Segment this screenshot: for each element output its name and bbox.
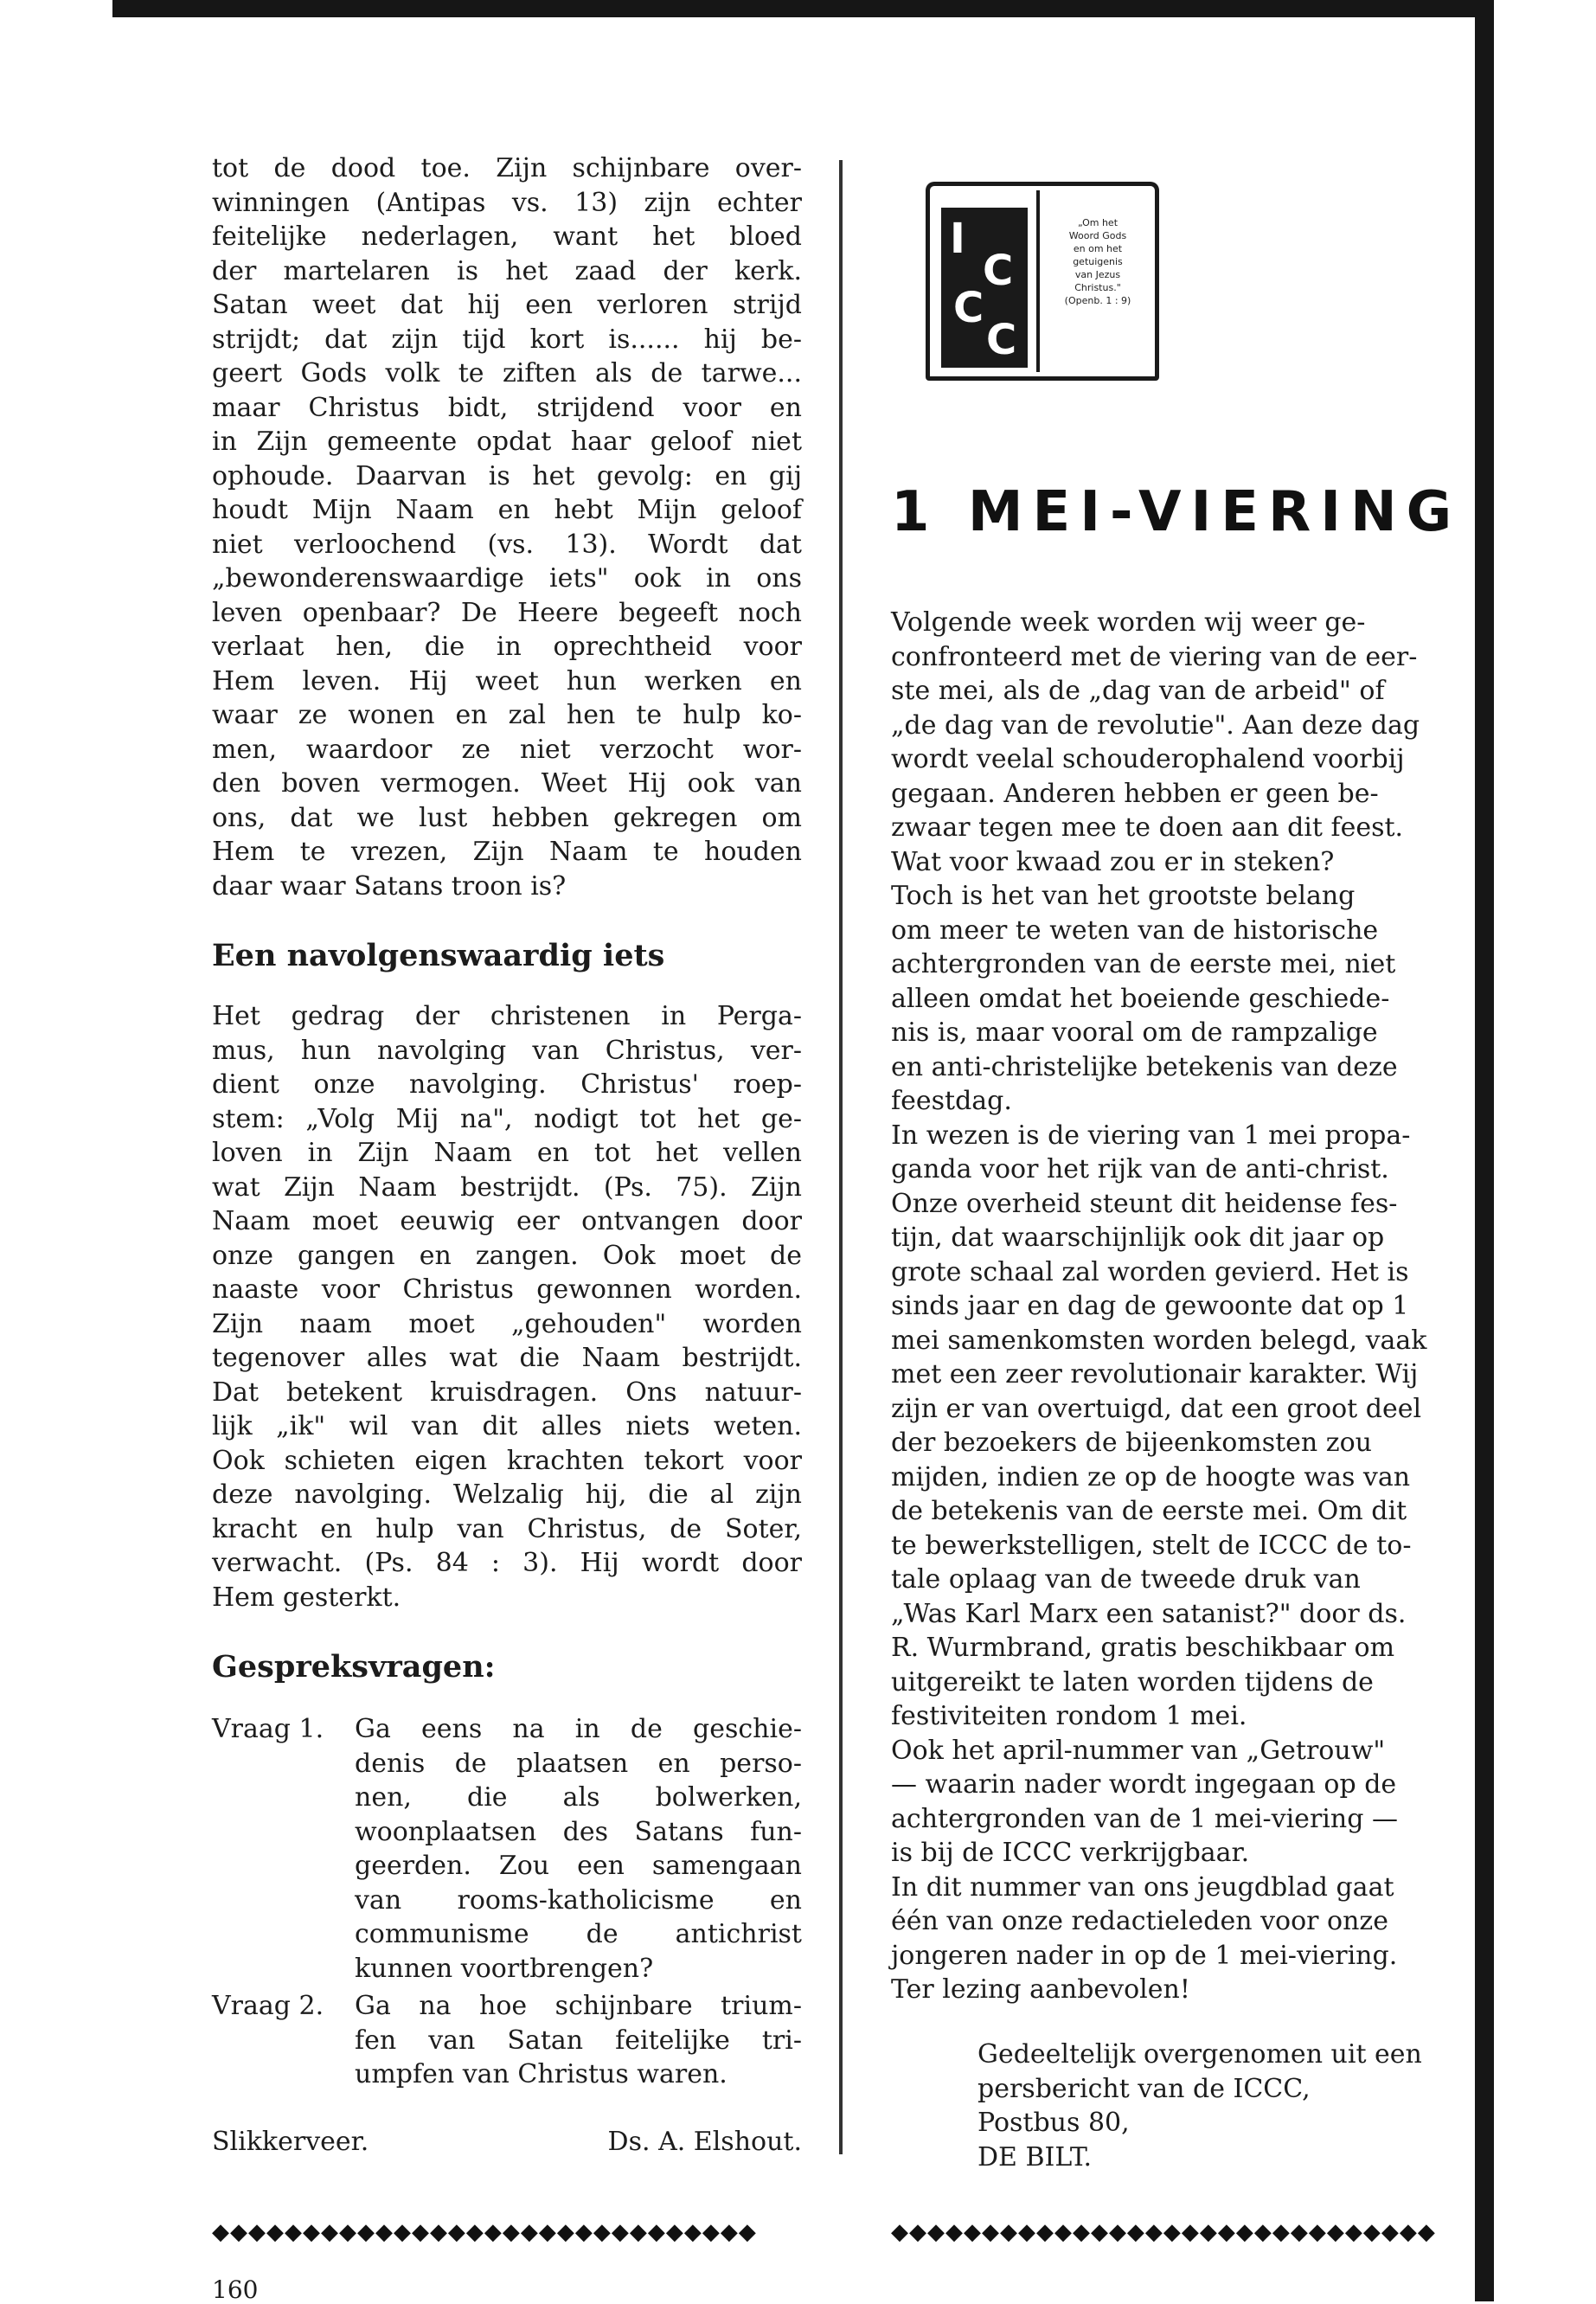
text-line: der martelaren is het zaad der kerk. — [212, 255, 802, 286]
text-line: achtergronden van de eerste mei, niet — [891, 949, 1396, 979]
text-line: DE BILT. — [977, 2141, 1092, 2172]
iccc-letters: I C C C — [941, 208, 1028, 368]
motto-line: getuigenis — [1073, 256, 1123, 267]
text-line: In wezen is de viering van 1 mei propa- — [891, 1120, 1411, 1151]
text-line: Satan weet dat hij een verloren strijd — [212, 290, 802, 320]
question-text — [355, 1712, 802, 1986]
text-line: tot de dood toe. Zijn schijnbare over- — [212, 153, 802, 183]
text-line: denis de plaatsen en perso- — [355, 1748, 802, 1779]
text-line: tale oplaag van de tweede druk van — [891, 1564, 1361, 1595]
text-line: mei samenkomsten worden belegd, vaak — [891, 1325, 1427, 1356]
text-line: houdt Mijn Naam en hebt Mijn geloof — [212, 495, 802, 525]
text-line: deze navolging. Welzalig hij, die al zijn — [212, 1479, 802, 1510]
text-line: geert Gods volk te ziften als de tarwe... — [212, 358, 802, 388]
signature-author: Ds. A. Elshout. — [607, 2126, 802, 2157]
text-line: Het gedrag der christenen in Perga- — [212, 1001, 802, 1031]
text-line: daar waar Satans troon is? — [212, 870, 567, 902]
text-line: kracht en hulp van Christus, de Soter, — [212, 1513, 802, 1544]
text-line: Onze overheid steunt dit heidense fes- — [891, 1188, 1398, 1219]
question-label: Vraag 2. — [212, 1991, 324, 2021]
text-line: alleen omdat het boeiende geschiede- — [891, 983, 1390, 1014]
iccc-logo — [926, 182, 1159, 381]
text-line: mijden, indien ze op de hoogte was van — [891, 1461, 1411, 1492]
text-line: feitelijke nederlagen, want het bloed — [212, 221, 802, 252]
text-line: persbericht van de ICCC, — [977, 2073, 1311, 2104]
navolgen-paragraph — [212, 999, 802, 1614]
motto-line: „Om het — [1077, 217, 1118, 228]
text-line: Toch is het van het grootste belang — [891, 881, 1356, 911]
text-line: mus, hun navolging van Christus, ver- — [212, 1035, 802, 1066]
text-line: men, waardoor ze niet verzocht wor- — [212, 734, 802, 765]
text-line: met een zeer revolutionair karakter. Wij — [891, 1359, 1419, 1389]
mei-viering-paragraph — [891, 606, 1488, 2007]
text-line: Dat betekent kruisdragen. Ons natuur- — [212, 1377, 802, 1408]
text-line: „Was Karl Marx een satanist?" door ds. — [891, 1598, 1407, 1629]
text-line: den boven vermogen. Weet Hij ook van — [212, 768, 802, 799]
text-line: lijk „ik" wil van dit alles niets weten. — [212, 1411, 802, 1441]
signature — [212, 2127, 802, 2157]
text-line: uitgereikt te laten worden tijdens de — [891, 1666, 1374, 1698]
motto-line: van Jezus — [1074, 269, 1121, 280]
text-line: geerden. Zou een samengaan — [355, 1851, 802, 1881]
text-line: te bewerkstelligen, stelt de ICCC de to- — [891, 1530, 1412, 1561]
motto-line: en om het — [1073, 243, 1123, 254]
text-line: Naam moet eeuwig eer ontvangen door — [212, 1206, 802, 1236]
intro-paragraph — [212, 151, 802, 903]
text-line: jongeren nader in op de 1 mei-viering. — [891, 1940, 1398, 1971]
question-item — [212, 1712, 802, 1986]
text-line: R. Wurmbrand, gratis beschikbaar om — [891, 1633, 1395, 1663]
text-line: om meer te weten van de historische — [891, 915, 1379, 946]
text-line: Ga na hoe schijnbare trium- — [355, 1991, 802, 2021]
text-line: feestdag. — [891, 1086, 1012, 1116]
text-line: de betekenis van de eerste mei. Om dit — [891, 1496, 1407, 1526]
text-line: verlaat hen, die in oprechtheid voor — [212, 632, 802, 662]
section-heading-gespreksvragen: Gespreksvragen: — [212, 1649, 496, 1685]
text-line: Hem te vrezen, Zijn Naam te houden — [212, 837, 802, 867]
text-line: Ook het april-nummer van „Getrouw" — [891, 1735, 1386, 1766]
text-line: fen van Satan feitelijke tri- — [355, 2025, 802, 2056]
ornament-rule-left: ◆◆◆◆◆◆◆◆◆◆◆◆◆◆◆◆◆◆◆◆◆◆◆◆◆◆◆◆◆◆ — [212, 2219, 757, 2245]
text-line: In dit nummer van ons jeugdblad gaat — [891, 1871, 1394, 1903]
text-line: stem: „Volg Mij na", nodigt tot het ge- — [212, 1103, 802, 1134]
text-line: ganda voor het rijk van de anti-christ. — [891, 1154, 1389, 1184]
article-title: 1 MEI-VIERING — [891, 480, 1462, 544]
text-line: zijn er van overtuigd, dat een groot deel — [891, 1393, 1422, 1424]
text-line: communisme de antichrist — [355, 1919, 802, 1949]
right-column — [891, 606, 1488, 2007]
text-line: Ga eens na in de geschie- — [355, 1714, 802, 1744]
motto-line: Christus." — [1074, 282, 1121, 293]
text-line: wordt veelal schouderophalend voorbij — [891, 744, 1405, 774]
text-line: is bij de ICCC verkrijgbaar. — [891, 1838, 1250, 1868]
text-line: Ter lezing aanbevolen! — [891, 1974, 1190, 2005]
text-line: dient onze navolging. Christus' roep- — [212, 1069, 802, 1100]
text-line: één van onze redactieleden voor onze — [891, 1906, 1388, 1936]
closing-note — [977, 2038, 1422, 2174]
text-line: en anti-christelijke betekenis van deze — [891, 1051, 1398, 1082]
question-list — [212, 1712, 802, 2092]
text-line: grote schaal zal worden gevierd. Het is — [891, 1256, 1409, 1287]
text-line: „bewonderenswaardige iets" ook in ons — [212, 563, 802, 594]
text-line: Hem gesterkt. — [212, 1582, 401, 1613]
text-line: gegaan. Anderen hebben er geen be- — [891, 778, 1379, 809]
text-line: van rooms-katholicisme en — [355, 1884, 802, 1916]
text-line: nis is, maar vooral om de rampzalige — [891, 1017, 1378, 1048]
left-column — [212, 151, 802, 2157]
text-line: ophoude. Daarvan is het gevolg: en gij — [212, 460, 802, 491]
text-line: sinds jaar en dag de gewoonte dat op 1 — [891, 1291, 1409, 1321]
question-label: Vraag 1. — [212, 1714, 324, 1744]
motto-line: Woord Gods — [1068, 230, 1127, 241]
text-line: Gedeeltelijk overgenomen uit een — [977, 2039, 1422, 2070]
section-heading-navolgenswaardig: Een navolgenswaardig iets — [212, 938, 665, 973]
text-line: Ook schieten eigen krachten tekort voor — [212, 1445, 802, 1476]
top-scan-border — [112, 0, 1475, 17]
text-line: tegenover alles wat die Naam bestrijdt. — [212, 1343, 802, 1373]
text-line: achtergronden van de 1 mei-viering — — [891, 1803, 1398, 1834]
text-line: wat Zijn Naam bestrijdt. (Ps. 75). Zijn — [212, 1171, 802, 1203]
text-line: in Zijn gemeente opdat haar geloof niet — [212, 427, 802, 457]
text-line: niet verloochend (vs. 13). Wordt dat — [212, 529, 802, 560]
question-text — [355, 1989, 802, 2092]
text-line: kunnen voortbrengen? — [355, 1953, 654, 1984]
text-line: Hem leven. Hij weet hun werken en — [212, 665, 802, 696]
text-line: — waarin nader wordt ingegaan op de — [891, 1769, 1397, 1800]
logo-motto — [1047, 216, 1149, 307]
text-line: Zijn naam moet „gehouden" worden — [212, 1308, 802, 1339]
page-number: 160 — [212, 2275, 259, 2304]
column-divider — [839, 160, 843, 2154]
text-line: der bezoekers de bijeenkomsten zou — [891, 1428, 1372, 1458]
text-line: naaste voor Christus gewonnen worden. — [212, 1274, 802, 1305]
text-line: loven in Zijn Naam en tot het vellen — [212, 1138, 802, 1168]
text-line: tijn, dat waarschijnlijk ook dit jaar op — [891, 1223, 1385, 1253]
text-line: waar ze wonen en zal hen te hulp ko- — [212, 700, 802, 730]
text-line: umpfen van Christus waren. — [355, 2059, 727, 2089]
text-line: leven openbaar? De Heere begeeft noch — [212, 597, 802, 628]
text-line: Wat voor kwaad zou er in steken? — [891, 846, 1335, 877]
text-line: maar Christus bidt, strijdend voor en — [212, 392, 802, 423]
ornament-rule-right: ◆◆◆◆◆◆◆◆◆◆◆◆◆◆◆◆◆◆◆◆◆◆◆◆◆◆◆◆◆◆ — [891, 2219, 1436, 2245]
question-item — [212, 1989, 802, 2092]
text-line: ste mei, als de „dag van de arbeid" of — [891, 676, 1385, 706]
text-line: onze gangen en zangen. Ook moet de — [212, 1240, 802, 1271]
text-line: „de dag van de revolutie". Aan deze dag — [891, 709, 1420, 741]
text-line: ons, dat we lust hebben gekregen om — [212, 802, 802, 833]
text-line: nen, die als bolwerken, — [355, 1782, 802, 1813]
motto-line: (Openb. 1 : 9) — [1064, 295, 1131, 306]
text-line: winningen (Antipas vs. 13) zijn echter — [212, 187, 802, 218]
text-line: zwaar tegen mee te doen aan dit feest. — [891, 812, 1404, 843]
text-line: woonplaatsen des Satans fun- — [355, 1816, 802, 1847]
text-line: festiviteiten rondom 1 mei. — [891, 1701, 1247, 1731]
text-line: Postbus 80, — [977, 2108, 1130, 2138]
text-line: Volgende week worden wij weer ge- — [891, 607, 1366, 638]
text-line: confronteerd met de viering van de eer- — [891, 641, 1418, 672]
signature-place: Slikkerveer. — [212, 2126, 369, 2157]
text-line: verwacht. (Ps. 84 : 3). Hij wordt door — [212, 1548, 802, 1578]
text-line: strijdt; dat zijn tijd kort is...... hij be- — [212, 324, 802, 355]
